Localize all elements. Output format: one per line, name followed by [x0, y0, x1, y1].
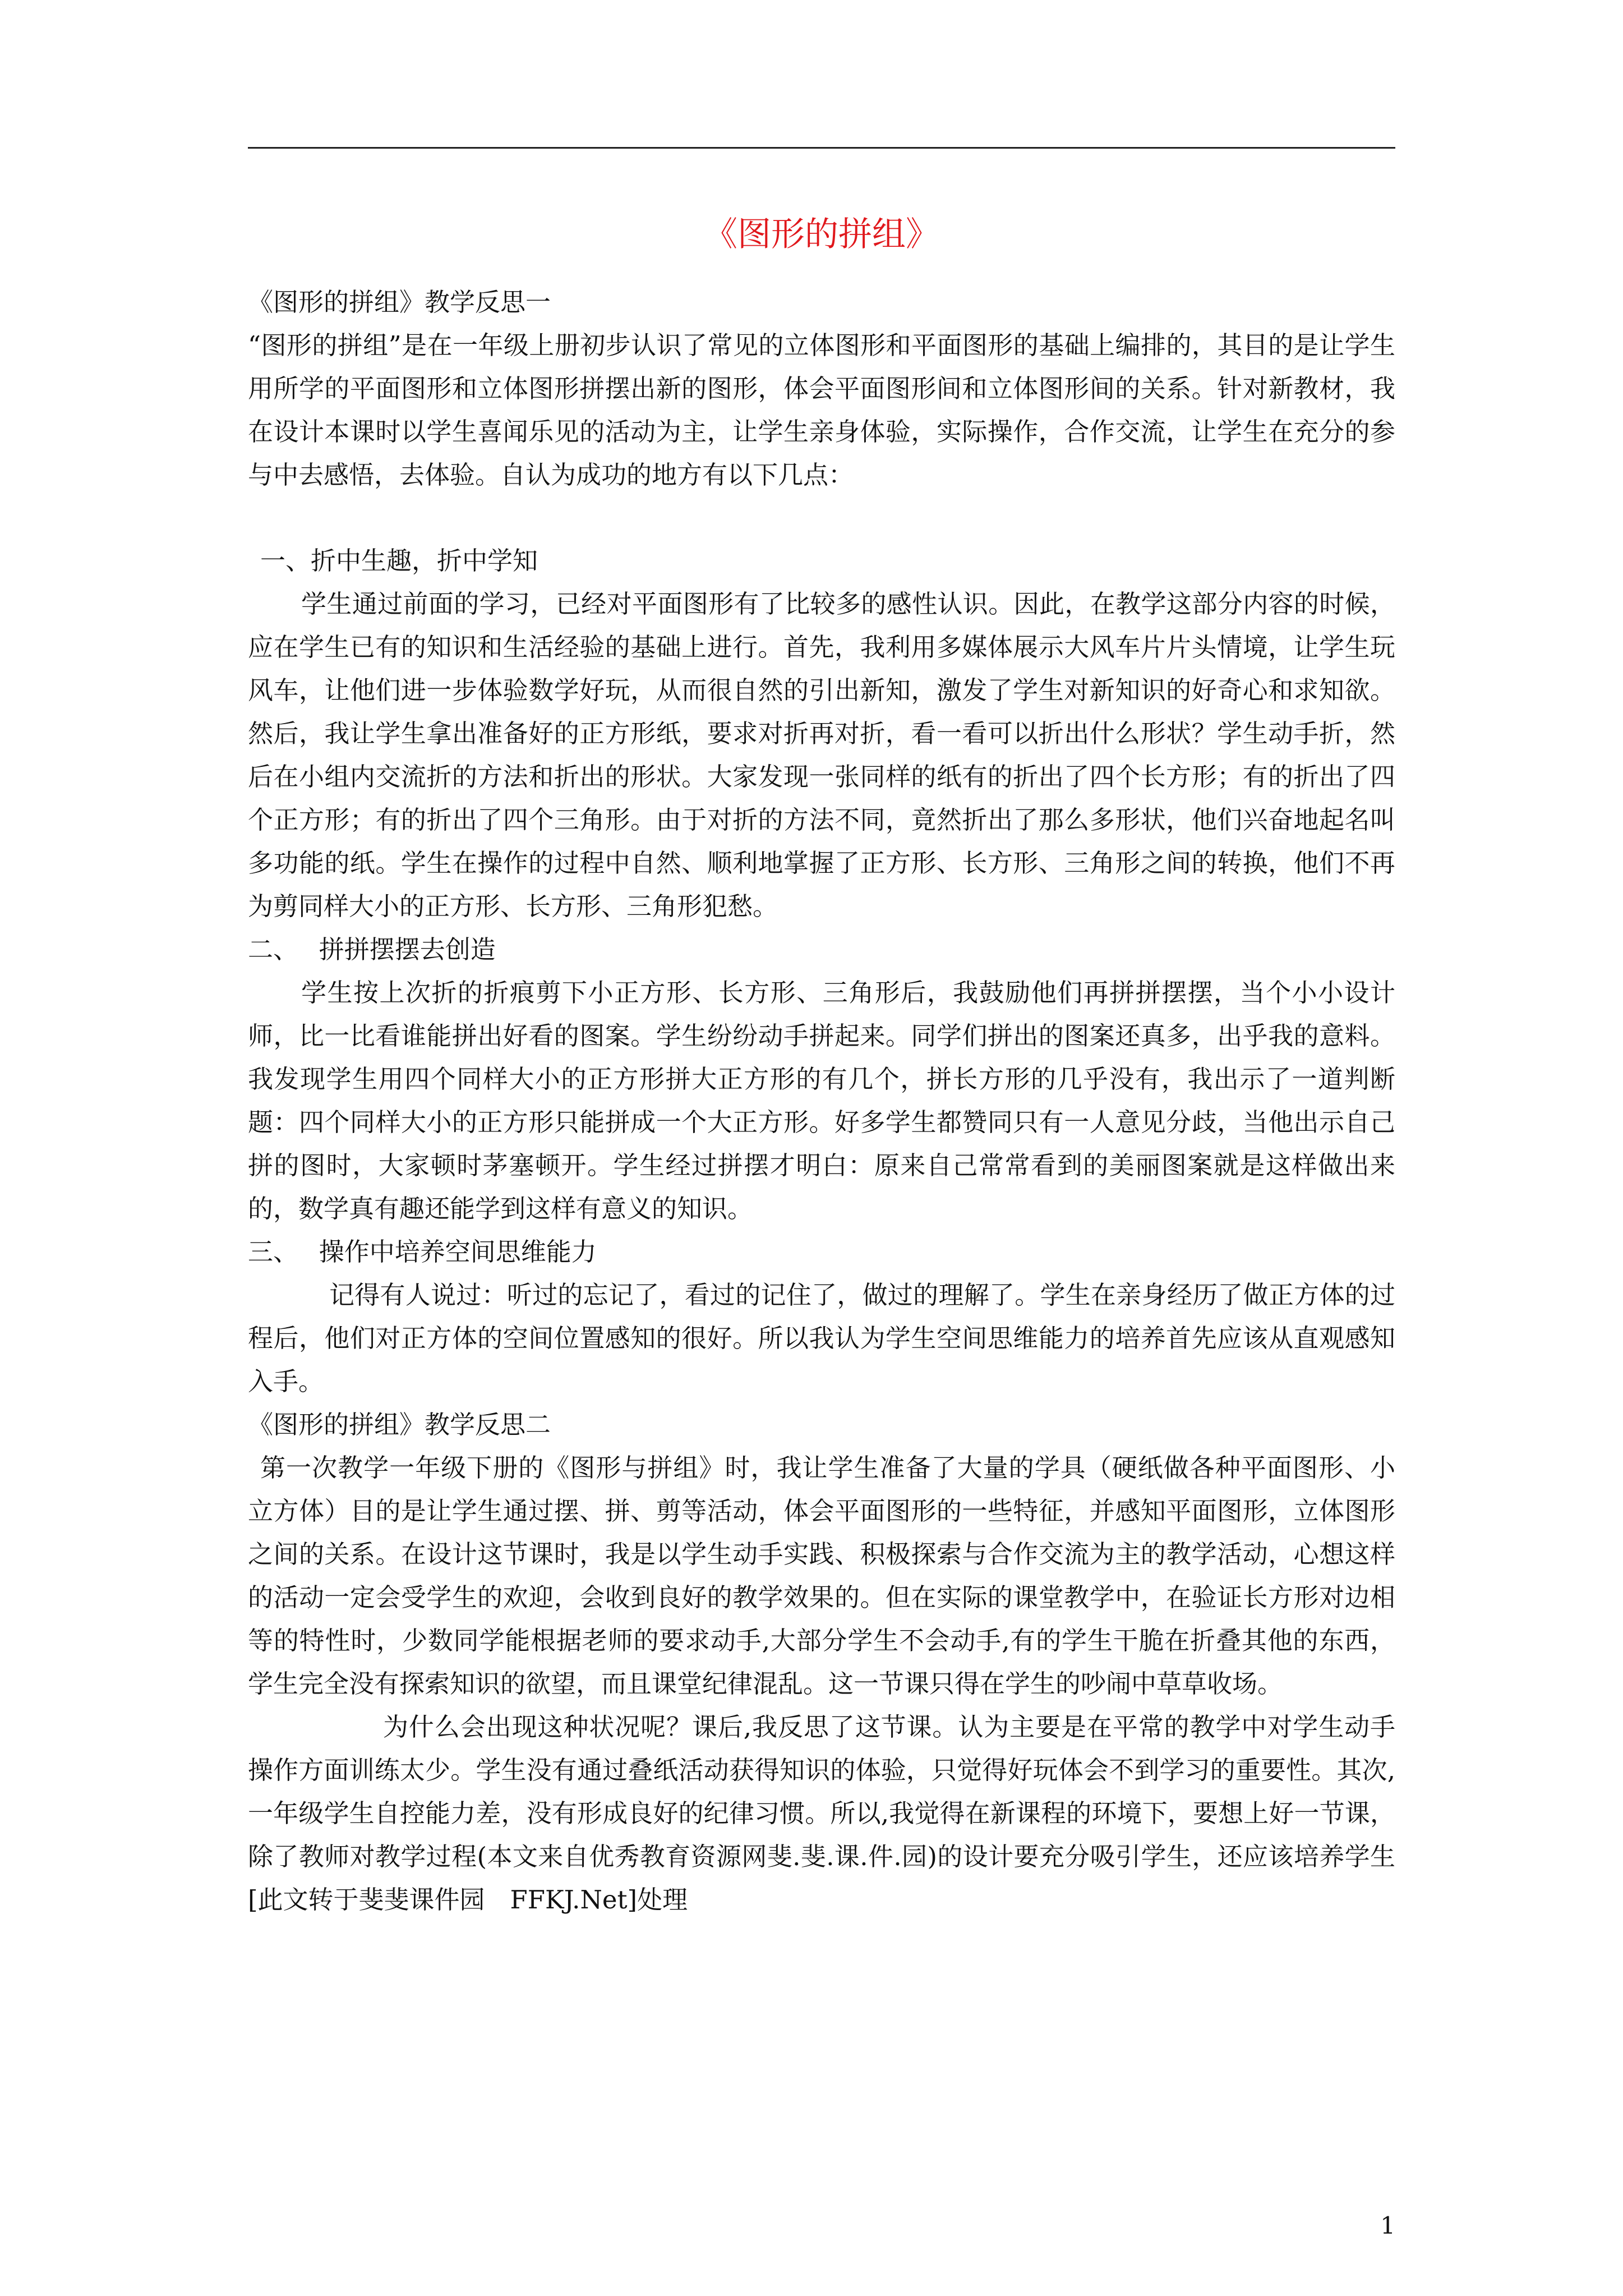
- paragraph-section-one: 学生通过前面的学习，已经对平面图形有了比较多的感性认识。因此，在教学这部分内容的时候，应在学生已有的知识和生活经验的基础上进行。首先，我利用多媒体展示大风车片片头情境，让学生玩风车，让他们进一步体验数学好玩，从而很自然的引出新知，激发了学生对新知识的好奇心和求知欲。然后，我让学生拿出准备好的正方形纸，要求对折再对折，看一看可以折出什么形状？学生动手折，然后在小组内交流折的方法和折出的形状。大家发现一张同样的纸有的折出了四个长方形；有的折出了四个正方形；有的折出了四个三角形。由于对折的方法不同，竟然折出了那么多形状，他们兴奋地起名叫多功能的纸。学生在操作的过程中自然、顺利地掌握了正方形、长方形、三角形之间的转换，他们不再为剪同样大小的正方形、长方形、三角形犯愁。: [248, 589, 1395, 921]
- document-body: [248, 280, 1395, 1921]
- section-heading-three: 三、 操作中培养空间思维能力: [248, 1237, 597, 1267]
- section-heading-two: 二、 拼拼摆摆去创造: [248, 935, 496, 964]
- paragraph-reflection-two-analysis: 为什么会出现这种状况呢？课后,我反思了这节课。认为主要是在平常的教学中对学生动手操作方面训练太少。学生没有通过叠纸活动获得知识的体验，只觉得好玩体会不到学习的重要性。其次,一年级学生自控能力差，没有形成良好的纪律习惯。所以,我觉得在新课程的环境下，要想上好一节课，除了教师对教学过程(本文来自优秀教育资源网斐.斐.课.件.园)的设计要充分吸引学生，还应该培养学生[此文转于斐斐课件园 FFKJ.Net]处理: [248, 1712, 1395, 1915]
- paragraph-intro: “图形的拼组”是在一年级上册初步认识了常见的立体图形和平面图形的基础上编排的，其目的是让学生用所学的平面图形和立体图形拼摆出新的图形，体会平面图形间和立体图形间的关系。针对新教材，我在设计本课时以学生喜闻乐见的活动为主，让学生亲身体验，实际操作，合作交流，让学生在充分的参与中去感悟，去体验。自认为成功的地方有以下几点：: [248, 330, 1395, 490]
- paragraph-section-two: 学生按上次折的折痕剪下小正方形、长方形、三角形后，我鼓励他们再拼拼摆摆，当个小小设计师，比一比看谁能拼出好看的图案。学生纷纷动手拼起来。同学们拼出的图案还真多，出乎我的意料。我发现学生用四个同样大小的正方形拼大正方形的有几个，拼长方形的几乎没有，我出示了一道判断题：四个同样大小的正方形只能拼成一个大正方形。好多学生都赞同只有一人意见分歧，当他出示自己拼的图时，大家顿时茅塞顿开。学生经过拼摆才明白：原来自己常常看到的美丽图案就是这样做出来的，数学真有趣还能学到这样有意义的知识。: [248, 978, 1395, 1223]
- section-heading-one: 一、折中生趣，折中学知: [260, 546, 538, 576]
- paragraph-reflection-two: 第一次教学一年级下册的《图形与拼组》时，我让学生准备了大量的学具（硬纸做各种平面图形、小立方体）目的是让学生通过摆、拼、剪等活动，体会平面图形的一些特征，并感知平面图形，立体图形之间的关系。在设计这节课时，我是以学生动手实践、积极探索与合作交流为主的教学活动，心想这样的活动一定会受学生的欢迎，会收到良好的教学效果的。但在实际的课堂教学中，在验证长方形对边相等的特性时，少数同学能根据老师的要求动手,大部分学生不会动手,有的学生干脆在折叠其他的东西，学生完全没有探索知识的欲望，而且课堂纪律混乱。这一节课只得在学生的吵闹中草草收场。: [248, 1453, 1395, 1699]
- paragraph-reflection-two-heading: 《图形的拼组》教学反思二: [248, 1410, 551, 1439]
- page-number: 1: [1380, 2212, 1395, 2239]
- paragraph-reflection-one-heading: 《图形的拼组》教学反思一: [248, 287, 551, 317]
- document-title: 《图形的拼组》: [704, 215, 939, 254]
- header-rule: [248, 147, 1395, 149]
- paragraph-section-three: 记得有人说过：听过的忘记了，看过的记住了，做过的理解了。学生在亲身经历了做正方体的过程后，他们对正方体的空间位置感知的很好。所以我认为学生空间思维能力的培养首先应该从直观感知入手。: [248, 1280, 1395, 1396]
